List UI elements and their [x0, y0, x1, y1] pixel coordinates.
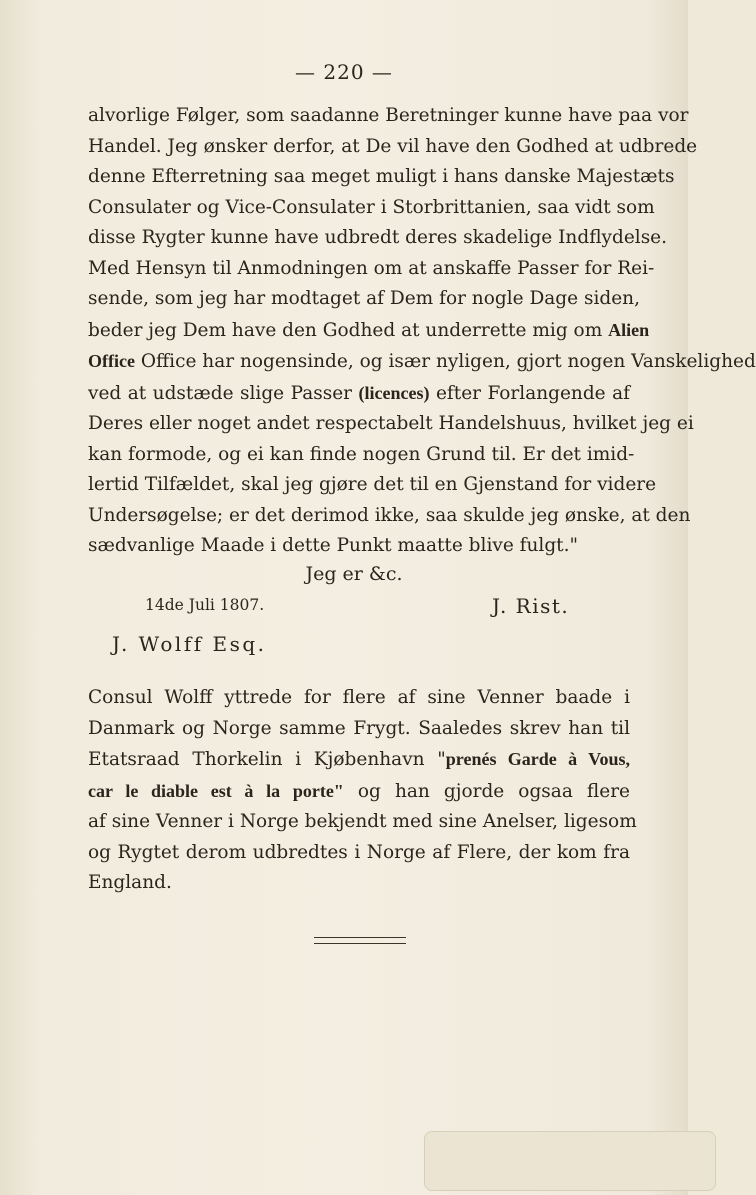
text-line: alvorlige Følger, som saadanne Beretninger kunne have paa vor: [88, 105, 689, 126]
text-line: sædvanlige Maade i dette Punkt maatte blive fulgt.": [88, 535, 578, 556]
letter-signature: J. Rist.: [492, 594, 570, 618]
text-line: sende, som jeg har modtaget af Dem for nogle Dage siden,: [88, 288, 640, 309]
bold-term-office: Office: [88, 351, 135, 371]
text-line: Med Hensyn til Anmodningen om at anskaffe Passer for Rei-: [88, 257, 655, 279]
bold-term-alien: Alien: [608, 319, 650, 340]
text-line-with-bold: [88, 378, 630, 410]
bold-quote-part-2: car le diable est à la porte": [88, 780, 344, 801]
text-segment: efter Forlangende af: [435, 382, 630, 404]
text-line: lertid Tilfældet, skal jeg gjøre det til en Gjenstand for videre: [88, 474, 657, 495]
text-line: Handel. Jeg ønsker derfor, at De vil have den Godhed at udbrede: [88, 135, 698, 157]
letter-closing: Jeg er &c.: [305, 563, 403, 585]
text-line: Danmark og Norge samme Frygt. Saaledes skrev han til: [88, 717, 630, 739]
text-segment: Office har nogensinde, og især nyligen, gjort nogen Vanskelighed: [140, 351, 756, 372]
letter-recipient: J. Wolff Esq.: [112, 632, 267, 656]
bold-quote-part-1: prenés Garde à Vous,: [445, 749, 630, 769]
text-line: England.: [88, 872, 172, 893]
text-line: Consulater og Vice-Consulater i Storbrittanien, saa vidt som: [88, 196, 655, 218]
letter-date: 14de Juli 1807.: [145, 596, 265, 614]
narrative-paragraph: [88, 683, 637, 899]
text-line: Deres eller noget andet respectabelt Handelshuus, hvilket jeg ei: [88, 413, 694, 434]
library-stamp-outline: [424, 1131, 716, 1191]
text-segment: og han gjorde ogsaa flere: [357, 780, 631, 802]
text-segment: Etatsraad Thorkelin i Kjøbenhavn ": [88, 749, 446, 770]
letter-paragraph: [88, 101, 756, 562]
text-line: af sine Venner i Norge bekjendt med sine Anelser, ligesom: [88, 811, 637, 832]
text-line-with-bold: [88, 315, 650, 347]
bold-term-licences: (licences): [358, 382, 430, 403]
section-divider-rule: [314, 937, 406, 944]
text-line: kan formode, og ei kan finde nogen Grund til. Er det imid-: [88, 443, 635, 465]
text-line: Undersøgelse; er det derimod ikke, saa skulde jeg ønske, at den: [88, 504, 691, 526]
text-segment: ved at udstæde slige Passer: [88, 382, 353, 404]
text-line-with-bold: [88, 776, 630, 808]
text-line: Consul Wolff yttrede for flere af sine Venner baade i: [88, 687, 630, 708]
text-line-with-bold: [88, 744, 630, 776]
text-line: denne Efterretning saa meget muligt i hans danske Majestæts: [88, 166, 675, 187]
text-line-with-bold: [88, 346, 756, 378]
text-line: og Rygtet derom udbredtes i Norge af Flere, der kom fra: [88, 841, 630, 863]
page-number: — 220 —: [295, 60, 393, 84]
text-line: disse Rygter kunne have udbredt deres skadelige Indflydelse.: [88, 227, 668, 248]
text-segment: beder jeg Dem have den Godhed at underrette mig om: [88, 319, 603, 341]
